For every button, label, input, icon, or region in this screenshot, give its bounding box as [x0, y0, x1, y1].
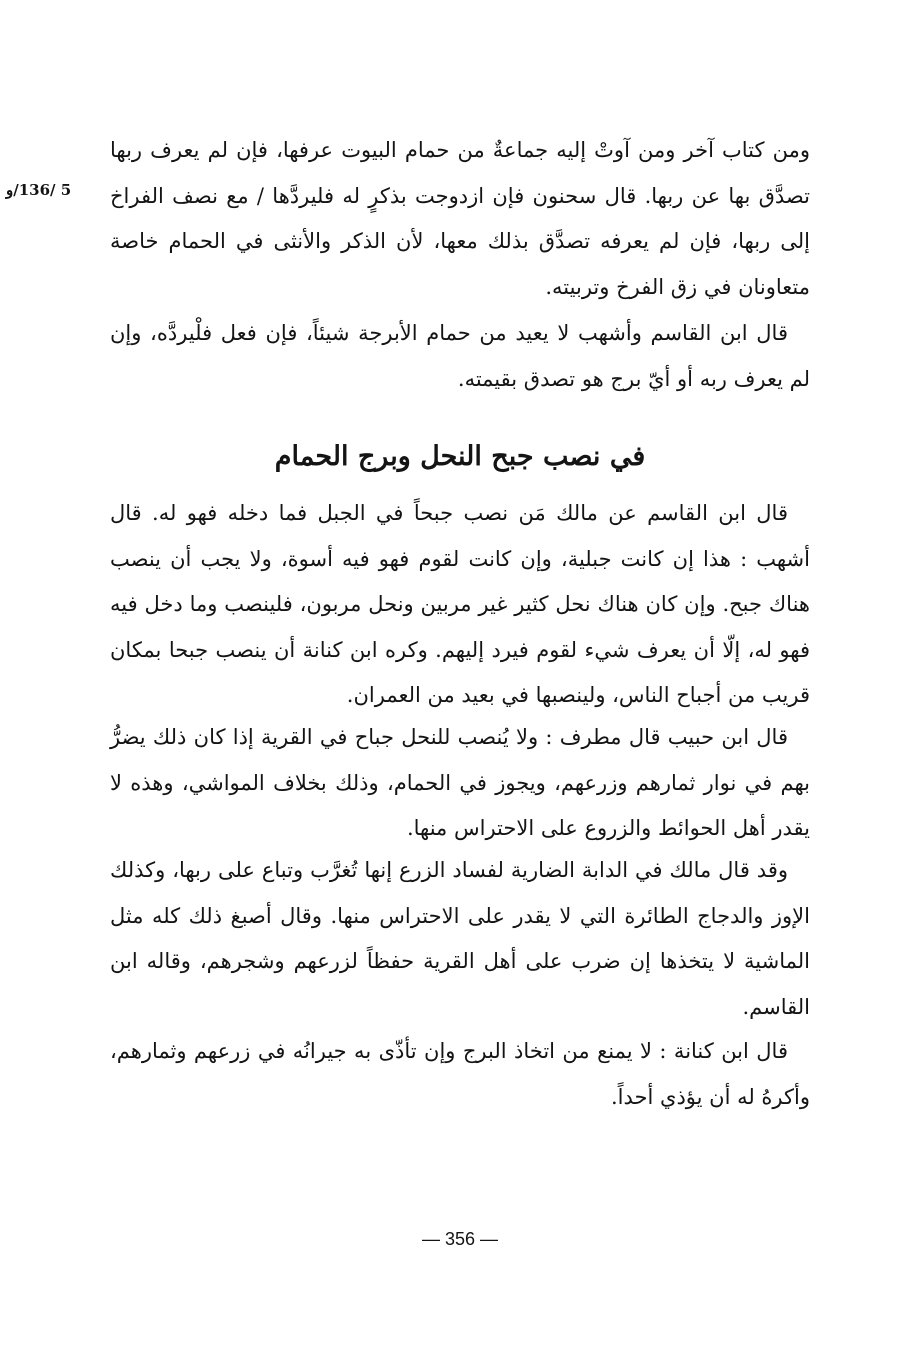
paragraph-1: ومن كتاب آخر ومن آوتْ إليه جماعةٌ من حمام البيوت عرفها، فإن لم يعرف ربها تصدَّق بها عن ربها. قال سحنون فإن ازدوجت بذكرٍ له فليردَّها / مع نصف الفراخ إلى ربها، فإن لم يعرفه تصدَّق بذلك معها، لأن الذكر والأنثى في الحمام خاصة متعاونان في زق الفرخ وتربيته.	[110, 138, 810, 299]
page-number: — 356 —	[421, 1229, 499, 1249]
section-heading: في نصب جبح النحل وبرج الحمام	[274, 441, 646, 472]
paragraph-6: قال ابن كنانة : لا يمنع من اتخاذ البرج وإن تأذّى به جيرانُه في زرعهم وثمارهم، وأكرهُ له أن يؤذي أحداً.	[110, 1039, 810, 1109]
paragraph-3: قال ابن القاسم عن مالك مَن نصب جبحاً في الجبل فما دخله فهو له. قال أشهب : هذا إن كانت جبلية، وإن كانت لقوم فهو فيه أسوة، ولا يجب أن ينصب هناك جبح. وإن كان هناك نحل كثير غير مربين ونحل مربون، فلينصب وما دخل فيه فهو له، إلّا أن يعرف شيء لقوم فيرد إليهم. وكره ابن كنانة أن ينصب جبحا بمكان قريب من أجباح الناس، ولينصبها في بعيد من العمران.	[110, 501, 810, 707]
paragraph-4: قال ابن حبيب قال مطرف : ولا يُنصب للنحل جباح في القرية إذا كان ذلك يضرُّ بهم في نوار ثمارهم وزرعهم، ويجوز في الحمام، وذلك بخلاف المواشي، وهذه لا يقدر أهل الحوائط والزروع على الاحتراس منها.	[110, 725, 810, 840]
paragraph-5: وقد قال مالك في الدابة الضارية لفساد الزرع إنها تُغرَّب وتباع على ربها، وكذلك الإوز والدجاج الطائرة التي لا يقدر على الاحتراس منها. وقال أصبغ ذلك كله مثل الماشية لا يتخذها إن ضرب على أهل القرية حفظاً لزرعهم وشجرهم، وقاله ابن القاسم.	[110, 858, 810, 1019]
margin-folio-note: 5 /136/و	[6, 181, 72, 199]
paragraph-2: قال ابن القاسم وأشهب لا يعيد من حمام الأبرجة شيئاً، فإن فعل فلْيردَّه، وإن لم يعرف ربه أو أيّ برج هو تصدق بقيمته.	[110, 321, 810, 391]
